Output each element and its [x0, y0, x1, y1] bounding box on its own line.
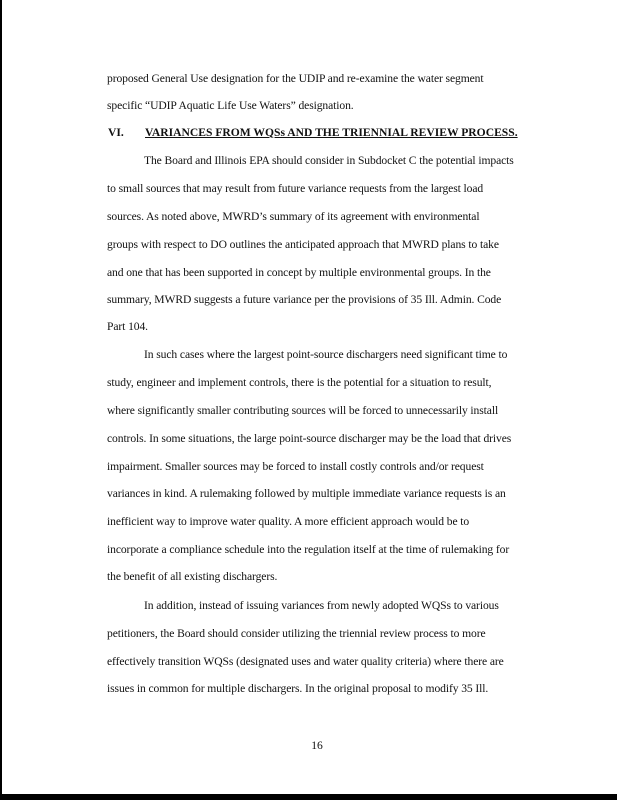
body-line: summary, MWRD suggests a future variance per the provisions of 35 Ill. Admin. Code — [107, 293, 502, 306]
body-line: where significantly smaller contributing sources will be forced to unnecessarily install — [107, 404, 499, 417]
body-line: effectively transition WQSs (designated uses and water quality criteria) where there are — [107, 655, 504, 668]
section-number: VI. — [108, 126, 124, 139]
body-line: issues in common for multiple dischargers. In the original proposal to modify 35 Ill. — [107, 682, 489, 695]
body-line: controls. In some situations, the large point-source discharger may be the load that drives — [107, 432, 512, 445]
body-line: proposed General Use designation for the UDIP and re-examine the water segment — [107, 72, 484, 85]
body-line: Part 104. — [107, 320, 148, 333]
scan-edge-left — [0, 0, 2, 794]
body-line: sources. As noted above, MWRD’s summary of its agreement with environmental — [107, 210, 480, 223]
body-line: and one that has been supported in concept by multiple environmental groups. In the — [107, 266, 491, 279]
page-number: 16 — [311, 739, 323, 752]
body-line: incorporate a compliance schedule into the regulation itself at the time of rulemaking for — [107, 543, 510, 556]
scan-edge-bottom — [0, 794, 617, 800]
body-line: groups with respect to DO outlines the anticipated approach that MWRD plans to take — [107, 238, 499, 251]
paragraph-first-line: The Board and Illinois EPA should consider in Subdocket C the potential impacts — [144, 154, 514, 167]
section-title: VARIANCES FROM WQSs AND THE TRIENNIAL REVIEW PROCESS. — [145, 126, 518, 139]
body-line: the benefit of all existing dischargers. — [107, 570, 278, 583]
paragraph-first-line: In such cases where the largest point-source dischargers need significant time to — [144, 348, 508, 361]
section-heading — [108, 126, 518, 140]
body-line: study, engineer and implement controls, there is the potential for a situation to result, — [107, 376, 492, 389]
body-line: inefficient way to improve water quality. A more efficient approach would be to — [107, 515, 470, 528]
body-line: to small sources that may result from future variance requests from the largest load — [107, 182, 484, 195]
body-line: variances in kind. A rulemaking followed by multiple immediate variance requests is an — [107, 487, 506, 500]
body-line: specific “UDIP Aquatic Life Use Waters” designation. — [107, 99, 354, 112]
paragraph-first-line: In addition, instead of issuing variances from newly adopted WQSs to various — [144, 599, 499, 612]
body-line: impairment. Smaller sources may be forced to install costly controls and/or request — [107, 460, 484, 473]
body-line: petitioners, the Board should consider utilizing the triennial review process to more — [107, 627, 486, 640]
